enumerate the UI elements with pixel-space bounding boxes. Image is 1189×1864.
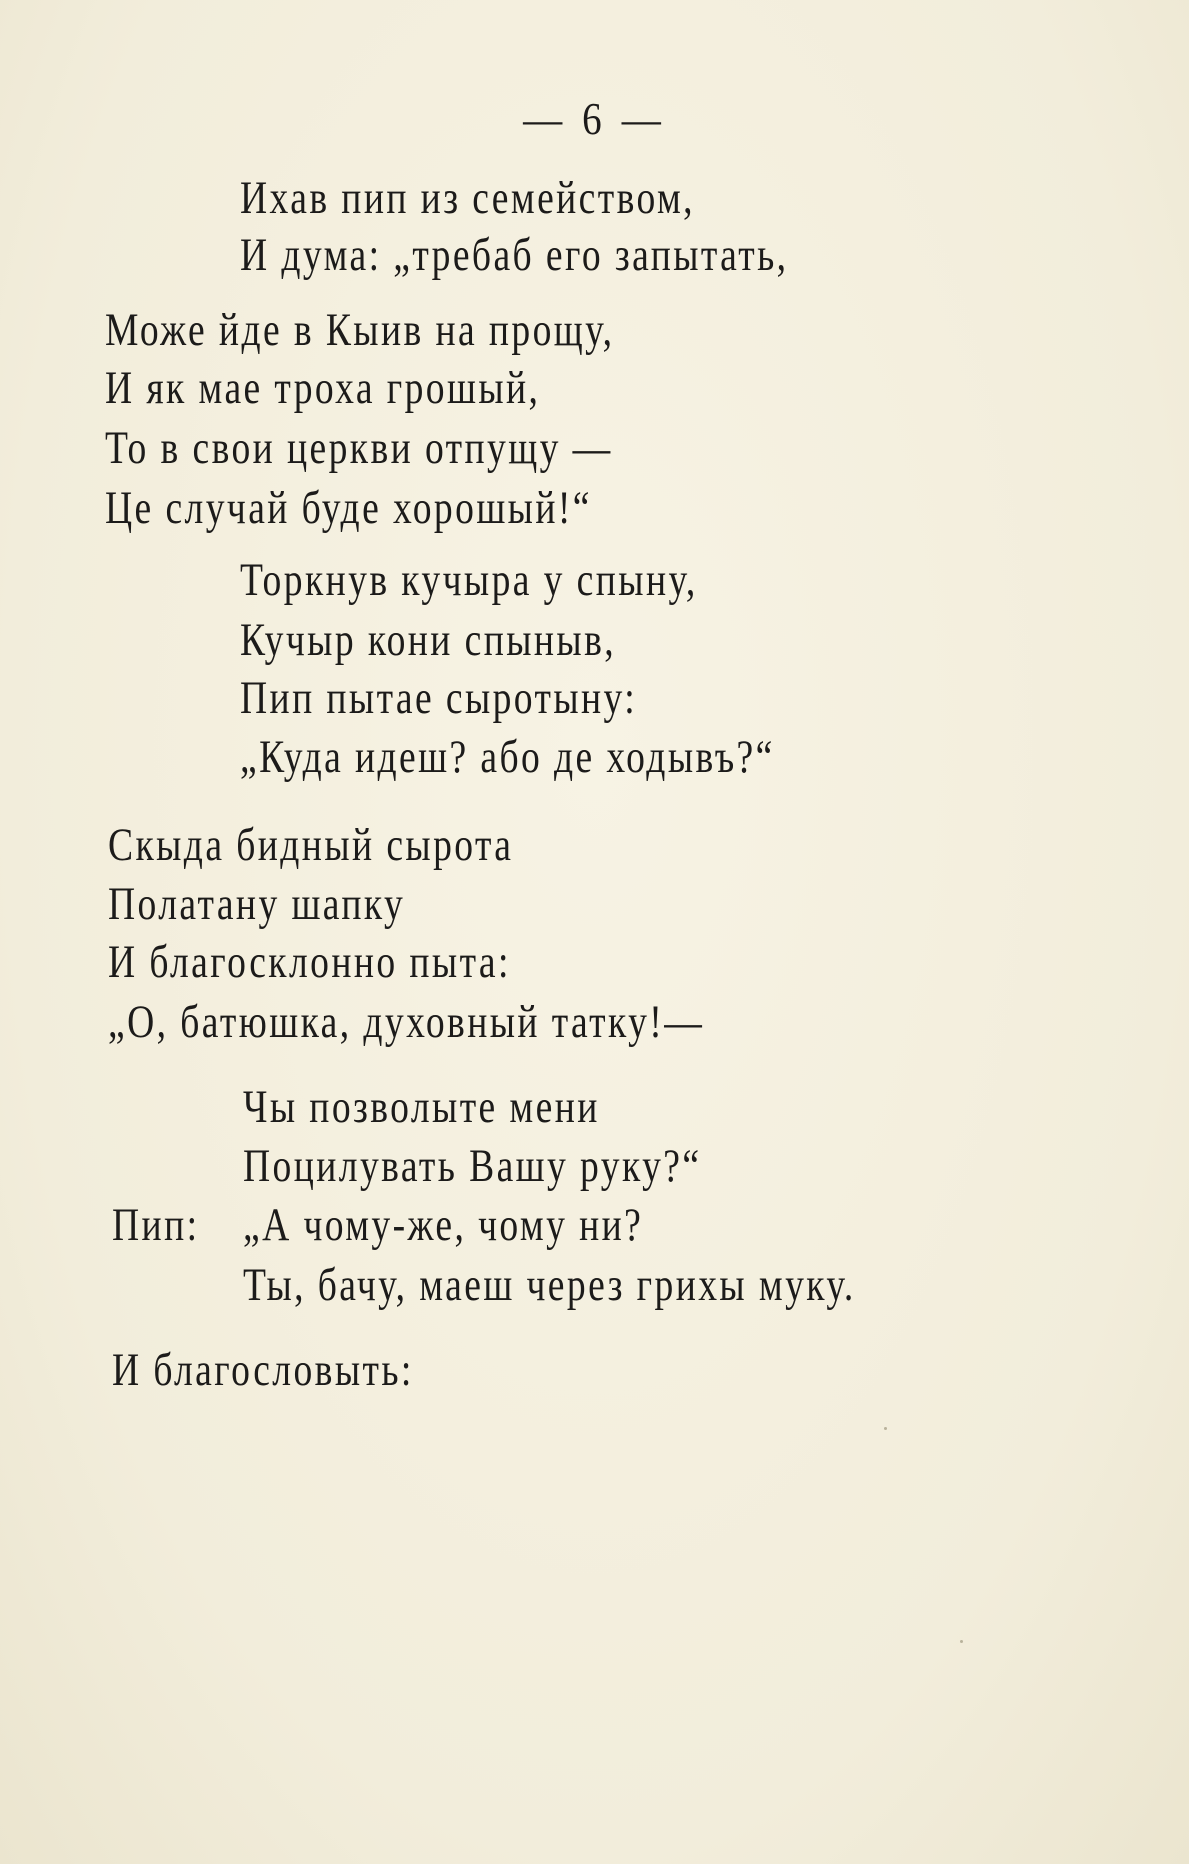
page-number: — 6 —: [523, 93, 666, 144]
poem-line: Пип пытае сыротыну:: [240, 672, 638, 724]
paper-speck: [960, 1640, 963, 1643]
speaker-label: Пип:: [112, 1199, 200, 1251]
poem-line: И благословыть:: [112, 1344, 414, 1396]
poem-line: Торкнув кучыра у спыну,: [240, 554, 698, 606]
poem-line: То в свои церкви отпущу —: [105, 422, 613, 474]
poem-line: Чы позволыте мени: [243, 1081, 600, 1133]
poem-line: „Куда идеш? або де ходывъ?“: [240, 731, 775, 783]
poem-line: Ты, бачу, маеш через грихы муку.: [243, 1259, 856, 1311]
poem-line: Кучыр кони спыныв,: [240, 614, 617, 666]
poem-line: Скыда бидный сырота: [108, 819, 514, 871]
poem-line: „О, батюшка, духовный татку!—: [108, 996, 705, 1048]
poem-line: Полатану шапку: [108, 878, 406, 930]
poem-line: И дума: „требаб его запытать,: [240, 229, 789, 281]
poem-line: Ихав пип из семейством,: [240, 172, 695, 224]
poem-line: Поцилувать Вашу руку?“: [243, 1140, 702, 1192]
poem-line: Це случай буде хорошый!“: [105, 482, 592, 534]
poem-line: И як мае троха грошый,: [105, 362, 541, 414]
poem-line: „А чому-же, чому ни?: [243, 1199, 644, 1251]
poem-line: Може йде в Кыив на прощу,: [105, 304, 615, 356]
paper-speck: [884, 1427, 887, 1430]
poem-line: И благосклонно пыта:: [108, 936, 511, 988]
